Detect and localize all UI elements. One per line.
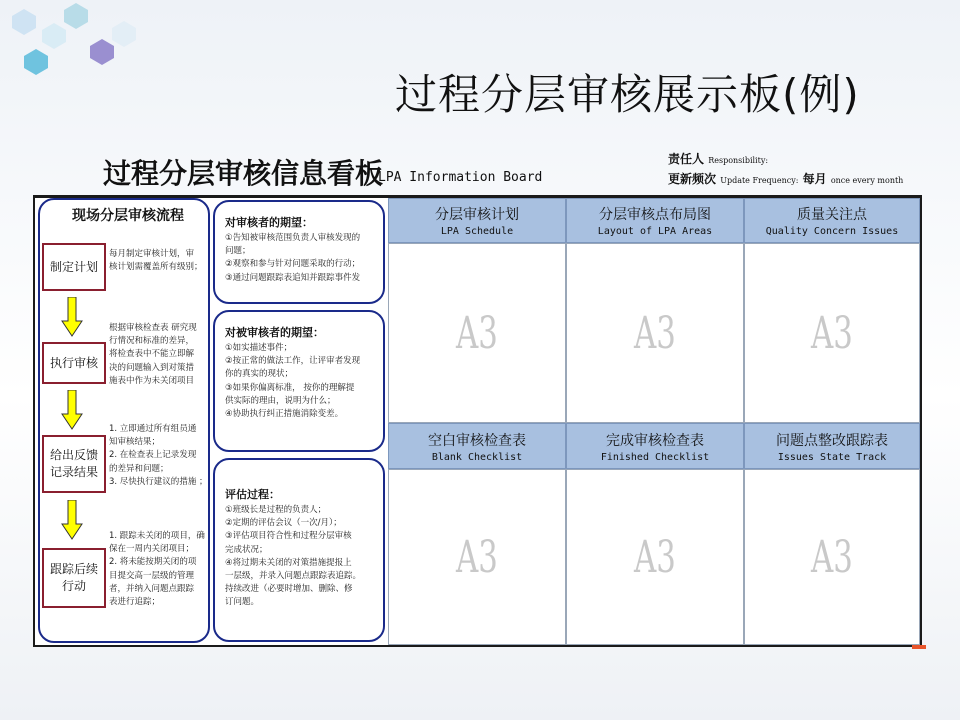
header-finished-checklist: 完成审核检查表 Finished Checklist	[566, 423, 744, 469]
a3-slot-quality-concern-issues: A3	[744, 243, 920, 423]
down-arrow-icon	[61, 500, 83, 540]
decorative-hexagon-icon	[40, 22, 68, 50]
frequency-line: 更新频次 Update Frequency: 每月 once every month	[668, 172, 904, 186]
decorative-hexagon-icon	[110, 20, 138, 48]
header-quality-concern-issues: 质量关注点 Quality Concern Issues	[744, 198, 920, 243]
flow-step-plan: 制定计划	[42, 243, 106, 291]
a3-slot-issues-state-track: A3	[744, 469, 920, 645]
a3-slot-lpa-schedule: A3	[388, 243, 566, 423]
decorative-hexagon-icon	[10, 8, 38, 36]
board-subtitle: LPA Information Board	[378, 170, 543, 185]
board-title: 过程分层审核信息看板	[103, 157, 384, 190]
header-lpa-schedule: 分层审核计划 LPA Schedule	[388, 198, 566, 243]
evaluation-process-panel: 评估过程： ①班级长是过程的负责人； ②定期的评估会议（一次/月）； ③评估项目符合性和过程分层审核 完成状况； ④将过期未关闭的对策措施提报上 一层级，并录入问题点跟踪表追踪。 持续改进（必要时增加、删除、修 订问题。	[213, 458, 385, 642]
flow-step-feedback: 给出反馈 记录结果	[42, 435, 106, 493]
auditor-expectations-panel: 对审核者的期望： ①告知被审核范围负责人审核发现的 问题； ②观察和参与针对问题采取的行动； ③通过问题跟踪表追知并跟踪事件发	[213, 200, 385, 304]
auditee-expectations-panel: 对被审核者的期望： ①如实描述事件； ②按正常的做法工作，让评审者发现 你的真实的现状； ③如果你偏离标准， 按你的理解提 供实际的理由，说明为什么； ④协助执行纠正措施消除变差。	[213, 310, 385, 452]
flow-step-note: 每月制定审核计划，审 核计划需覆盖所有级别；	[109, 249, 203, 273]
responsibility-line: 责任人 Responsibility:	[668, 152, 769, 166]
flow-step-note: 1. 立即通过所有组员通 知审核结果； 2. 在检查表上记录发现 的差异和问题； 3. 尽快执行建议的措施 ；	[109, 424, 208, 487]
a3-slot-finished-checklist: A3	[566, 469, 744, 645]
flow-step-execute: 执行审核	[42, 342, 106, 384]
header-layout-of-lpa-areas: 分层审核点布局图 Layout of LPA Areas	[566, 198, 744, 243]
down-arrow-icon	[61, 390, 83, 430]
flow-step-note: 根据审核检查表 研究现 行情况和标准的差异， 将检查表中不能立即解 决的问题输入到对策措 施表中作为未关闭项目	[109, 323, 197, 386]
a3-slot-layout-of-lpa-areas: A3	[566, 243, 744, 423]
flow-step-follow-up: 跟踪后续 行动	[42, 548, 106, 608]
header-blank-checklist: 空白审核检查表 Blank Checklist	[388, 423, 566, 469]
a3-slot-blank-checklist: A3	[388, 469, 566, 645]
slide-title: 过程分层审核展示板(例)	[395, 70, 860, 119]
decorative-hexagon-icon	[22, 48, 50, 76]
flow-step-note: 1. 跟踪未关闭的项目，确 保在一周内关闭项目； 2. 将未能按期关闭的项 目提交高一层级的管理 者，并纳入问题点跟踪 表进行追踪；	[109, 531, 205, 607]
flow-title: 现场分层审核流程	[72, 208, 184, 224]
corner-accent-mark	[912, 645, 926, 649]
down-arrow-icon	[61, 297, 83, 337]
header-issues-state-track: 问题点整改跟踪表 Issues State Track	[744, 423, 920, 469]
